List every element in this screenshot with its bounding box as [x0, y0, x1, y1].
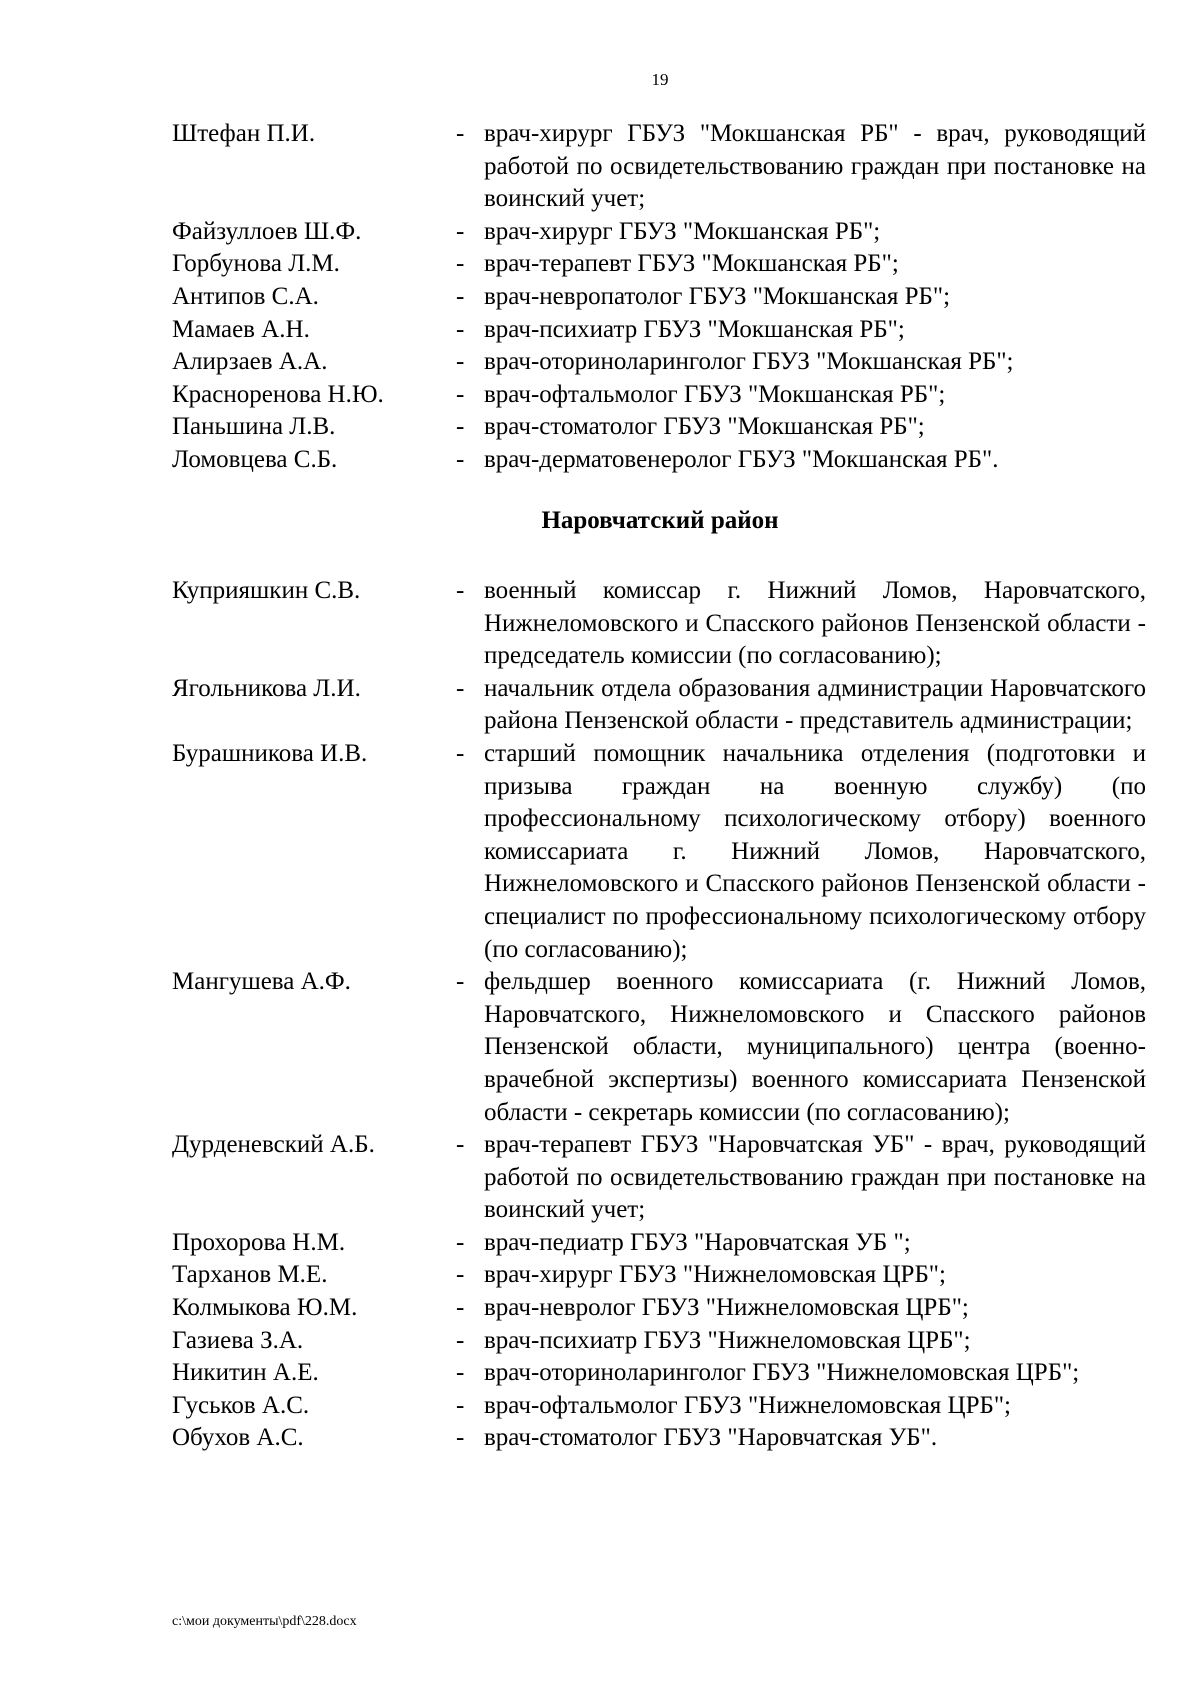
member-row	[172, 248, 1146, 281]
member-name: Горбунова Л.М.	[172, 250, 340, 278]
member-position: врач-невропатолог ГБУЗ "Мокшанская РБ";	[484, 282, 951, 310]
member-row	[172, 1325, 1146, 1358]
member-row	[172, 1227, 1146, 1260]
page-number: 19	[651, 70, 669, 89]
member-name: Бурашникова И.В.	[172, 739, 368, 767]
member-dash: -	[456, 1391, 465, 1419]
member-row	[172, 216, 1146, 249]
member-position: врач-терапевт ГБУЗ "Мокшанская РБ";	[484, 250, 899, 278]
member-position: врач-психиатр ГБУЗ "Нижнеломовская ЦРБ";	[484, 1326, 971, 1354]
member-dash: -	[456, 1359, 465, 1387]
member-row	[172, 673, 1146, 738]
member-row	[172, 281, 1146, 314]
member-dash: -	[456, 380, 465, 408]
member-position: врач-педиатр ГБУЗ "Наровчатская УБ ";	[484, 1228, 911, 1256]
member-position: начальник отдела образования администрации Наровчатского района Пензенской области - представитель администрации;	[484, 674, 1146, 735]
member-dash: -	[456, 445, 465, 473]
member-name: Тарханов М.Е.	[172, 1261, 328, 1289]
commission-list-mokshan	[172, 118, 1146, 477]
member-dash: -	[456, 413, 465, 441]
member-name: Газиева З.А.	[172, 1326, 304, 1354]
member-row	[172, 444, 1146, 477]
member-row	[172, 1422, 1146, 1455]
member-dash: -	[456, 968, 465, 996]
member-position: врач-офтальмолог ГБУЗ "Нижнеломовская ЦРБ";	[484, 1391, 1012, 1419]
member-name: Антипов С.А.	[172, 282, 319, 310]
section-heading: Наровчатский район	[541, 507, 779, 534]
member-dash: -	[456, 282, 465, 310]
member-row	[172, 1390, 1146, 1423]
member-name: Обухов А.С.	[172, 1424, 304, 1452]
commission-list-narovchat	[172, 575, 1146, 1455]
member-name: Алирзаев А.А.	[172, 348, 328, 376]
member-name: Штефан П.И.	[172, 120, 316, 147]
member-name: Паньшина Л.В.	[172, 413, 336, 441]
member-name: Мамаев А.Н.	[172, 315, 310, 343]
member-row	[172, 411, 1146, 444]
member-position: врач-хирург ГБУЗ "Мокшанская РБ";	[484, 217, 881, 245]
member-name: Колмыкова Ю.М.	[172, 1294, 358, 1322]
member-position: врач-хирург ГБУЗ "Нижнеломовская ЦРБ";	[484, 1261, 946, 1289]
member-position: военный комиссар г. Нижний Ломов, Наровчатского, Нижнеломовского и Спасского районов Пензенской области - председатель комиссии (по согласованию);	[484, 577, 1146, 670]
member-dash: -	[456, 1326, 465, 1354]
member-name: Гуськов А.С.	[172, 1391, 310, 1419]
member-position: врач-хирург ГБУЗ "Мокшанская РБ" - врач, руководящий работой по освидетельствованию граждан при постановке на воинский учет;	[484, 120, 1146, 213]
member-row	[172, 118, 1146, 216]
member-row	[172, 1292, 1146, 1325]
member-dash: -	[456, 217, 465, 245]
member-row	[172, 314, 1146, 347]
member-dash: -	[456, 1261, 465, 1289]
member-row	[172, 1357, 1146, 1390]
member-name: Красноренова Н.Ю.	[172, 380, 384, 408]
member-dash: -	[456, 577, 465, 604]
footer-file-path: c:\мои документы\pdf\228.docx	[172, 1614, 357, 1629]
member-position: врач-психиатр ГБУЗ "Мокшанская РБ";	[484, 315, 905, 343]
member-position: врач-дерматовенеролог ГБУЗ "Мокшанская РБ".	[484, 445, 999, 473]
member-position: врач-невролог ГБУЗ "Нижнеломовская ЦРБ";	[484, 1294, 969, 1322]
member-row	[172, 966, 1146, 1129]
member-name: Файзуллоев Ш.Ф.	[172, 217, 362, 245]
member-dash: -	[456, 1228, 465, 1256]
member-dash: -	[456, 348, 465, 376]
member-dash: -	[456, 739, 465, 767]
member-name: Мангушева А.Ф.	[172, 968, 351, 996]
member-position: старший помощник начальника отделения (подготовки и призыва граждан на военную службу) (по профессиональному психологическому отбору) военного комиссариата г. Нижний Ломов, Наровчатского, Нижнеломовского и Спасского районов Пензенской области - специалист по профессиональному психологическому отбору (по согласованию);	[484, 739, 1146, 963]
member-dash: -	[456, 1294, 465, 1322]
member-position: врач-стоматолог ГБУЗ "Мокшанская РБ";	[484, 413, 925, 441]
member-dash: -	[456, 674, 465, 702]
member-name: Никитин А.Е.	[172, 1359, 319, 1387]
member-dash: -	[456, 315, 465, 343]
member-position: врач-стоматолог ГБУЗ "Наровчатская УБ".	[484, 1424, 938, 1452]
member-dash: -	[456, 1424, 465, 1452]
member-row	[172, 379, 1146, 412]
member-position: врач-оториноларинголог ГБУЗ "Нижнеломовская ЦРБ";	[484, 1359, 1080, 1387]
member-name: Ломовцева С.Б.	[172, 445, 338, 473]
member-name: Ягольникова Л.И.	[172, 674, 361, 702]
member-row	[172, 738, 1146, 966]
member-dash: -	[456, 250, 465, 278]
member-name: Прохорова Н.М.	[172, 1228, 346, 1256]
member-dash: -	[456, 1131, 465, 1159]
member-position: фельдшер военного комиссариата (г. Нижний Ломов, Наровчатского, Нижнеломовского и Спасского районов Пензенской области, муниципального) центра (военно-врачебной экспертизы) военного комиссариата Пензенской области - секретарь комиссии (по согласованию);	[484, 968, 1146, 1126]
member-row	[172, 575, 1146, 673]
member-position: врач-терапевт ГБУЗ "Наровчатская УБ" - врач, руководящий работой по освидетельствованию граждан при постановке на воинский учет;	[484, 1131, 1146, 1224]
member-position: врач-оториноларинголог ГБУЗ "Мокшанская РБ";	[484, 348, 1014, 376]
member-row	[172, 1129, 1146, 1227]
member-position: врач-офтальмолог ГБУЗ "Мокшанская РБ";	[484, 380, 946, 408]
member-row	[172, 346, 1146, 379]
member-dash: -	[456, 120, 465, 147]
member-name: Дурденевский А.Б.	[172, 1131, 375, 1159]
member-name: Куприяшкин С.В.	[172, 577, 361, 604]
member-row	[172, 1259, 1146, 1292]
